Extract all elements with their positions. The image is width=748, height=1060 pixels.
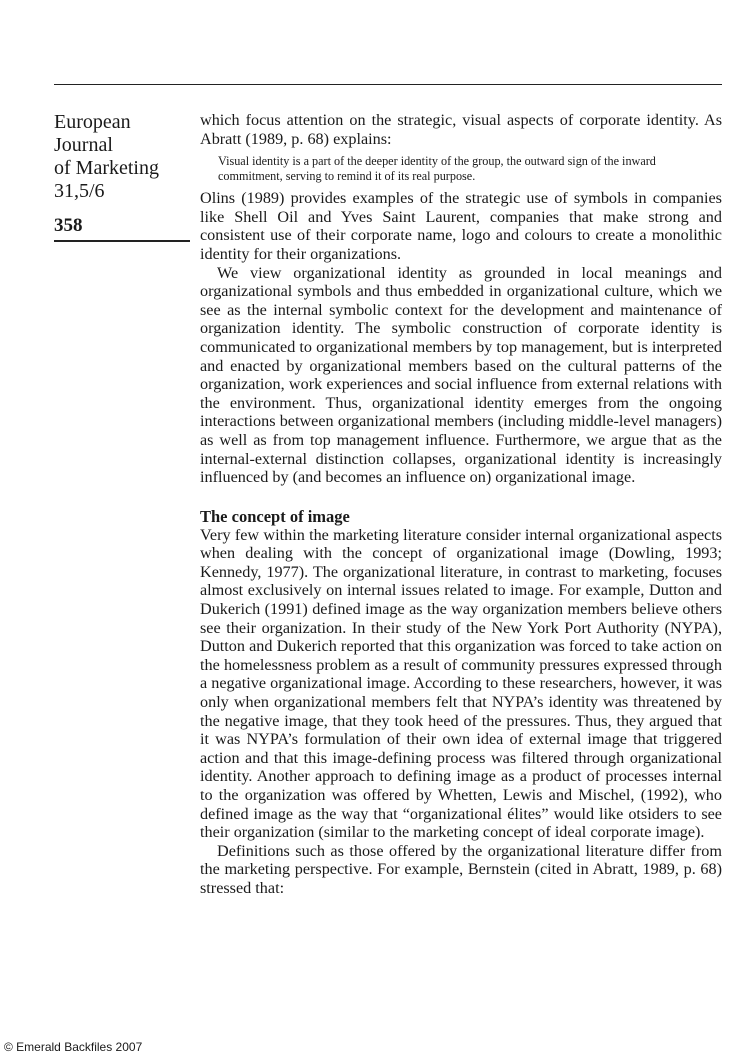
paragraph-2: Olins (1989) provides examples of the strategic use of symbols in companies like Shell Oil and Yves Saint Laurent, companies that make strong and consistent use of their corporate name, logo and colours to create a monolithic identity for their organizations.: [200, 189, 722, 263]
page-number: 358: [54, 215, 83, 236]
section-heading: The concept of image: [200, 506, 350, 526]
paragraph-3: We view organizational identity as grounded in local meanings and organizational symbols and thus embedded in organizational culture, which we see as the internal symbolic context for the development and maintenance of organization identity. The symbolic construction of corporate identity is communicated to organizational members by top management, but is interpreted and enacted by organizational members based on the cultural patterns of the organization, work experiences and social influence from external relations with the environment. Thus, organizational identity emerges from the ongoing interactions between organizational members (including middle-level managers) as well as from top management influence. Furthermore, we argue that as the internal-external distinction collapses, organizational identity is increasingly influenced by (and becomes an influence on) organizational image.: [200, 263, 722, 487]
journal-name-line-1: European: [54, 111, 131, 133]
paragraph-5: Definitions such as those offered by the organizational literature differ from the marketing perspective. For example, Bernstein (cited in Abratt, 1989, p. 68) stressed that:: [200, 841, 722, 897]
copyright-footer: © Emerald Backfiles 2007: [4, 1040, 143, 1054]
journal-name-line-3: of Marketing: [54, 157, 159, 179]
journal-volume-issue: 31,5/6: [54, 180, 105, 202]
article-body: [200, 111, 722, 898]
journal-info: [54, 111, 194, 203]
paragraph-4: Very few within the marketing literature consider internal organizational aspects when dealing with the concept of organizational image (Dowling, 1993; Kennedy, 1977). The organizational literature, in contrast to marketing, focuses almost exclusively on internal issues related to image. For example, Dutton and Dukerich (1991) defined image as the way organization members believe others see their organization. In their study of the New York Port Authority (NYPA), Dutton and Dukerich reported that this organization was forced to take action on the homelessness problem as a result of community pressures expressed through a negative organizational image. According to these researchers, however, it was only when organizational members felt that NYPA’s identity was threatened by the negative image, that they took heed of the pressures. Thus, they argued that it was NYPA’s formulation of their own idea of external image that triggered action and that this image-defining process was filtered through organizational identity. Another approach to defining image as a product of processes internal to the organization was offered by Whetten, Lewis and Mischel, (1992), who defined image as the way that “organizational élites” would like otsiders to see their organization (similar to the marketing concept of ideal corporate image).: [200, 525, 722, 842]
paragraph-1: which focus attention on the strategic, visual aspects of corporate identity. As Abratt (1989, p. 68) explains:: [200, 111, 722, 148]
header-rule: [54, 84, 722, 85]
page-number-rule: [54, 240, 190, 242]
block-quote: Visual identity is a part of the deeper identity of the group, the outward sign of the inward commitment, serving to remind it of its real purpose.: [218, 154, 656, 183]
journal-name-line-2: Journal: [54, 134, 113, 156]
